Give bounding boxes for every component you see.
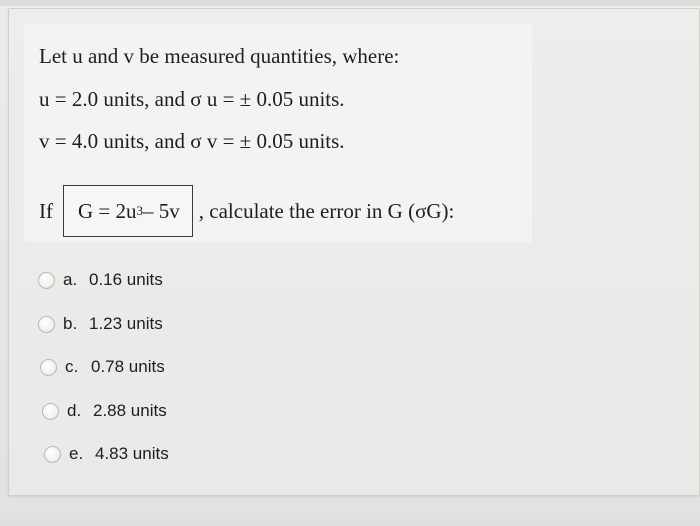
- radio-button[interactable]: [38, 316, 55, 333]
- quiz-panel: [8, 8, 700, 496]
- radio-button[interactable]: [44, 446, 61, 463]
- formula-box: [63, 185, 193, 237]
- option-letter: e.: [69, 444, 84, 463]
- question-if-prefix: If: [39, 198, 53, 223]
- radio-button[interactable]: [38, 272, 55, 289]
- question-text-box: [24, 24, 532, 242]
- formula-tail: – 5v: [143, 198, 180, 223]
- option-letter: c.: [65, 357, 79, 376]
- option-e[interactable]: [44, 444, 169, 464]
- option-text: 1.23 units: [89, 314, 163, 333]
- radio-button[interactable]: [40, 359, 57, 376]
- option-text: 2.88 units: [93, 401, 167, 420]
- option-text: 0.16 units: [89, 270, 163, 289]
- option-text: 4.83 units: [95, 444, 169, 463]
- question-if-suffix: , calculate the error in G (σG):: [198, 198, 455, 223]
- question-prompt: [39, 184, 454, 238]
- radio-button[interactable]: [42, 403, 59, 420]
- option-c[interactable]: [40, 357, 165, 377]
- option-d[interactable]: [42, 401, 167, 421]
- formula-main: G = 2u: [78, 198, 137, 223]
- question-v-definition: v = 4.0 units, and σ v = ± 0.05 units.: [39, 129, 345, 153]
- option-letter: a.: [63, 270, 78, 289]
- option-b[interactable]: [38, 314, 163, 334]
- top-edge: [0, 0, 700, 6]
- formula-exponent: 3: [136, 203, 144, 218]
- bottom-edge: [0, 504, 700, 526]
- option-text: 0.78 units: [91, 357, 165, 376]
- option-a[interactable]: [38, 270, 163, 290]
- question-u-definition: u = 2.0 units, and σ u = ± 0.05 units.: [39, 87, 345, 111]
- option-letter: d.: [67, 401, 82, 420]
- question-intro: Let u and v be measured quantities, where:: [39, 44, 400, 68]
- option-letter: b.: [63, 314, 78, 333]
